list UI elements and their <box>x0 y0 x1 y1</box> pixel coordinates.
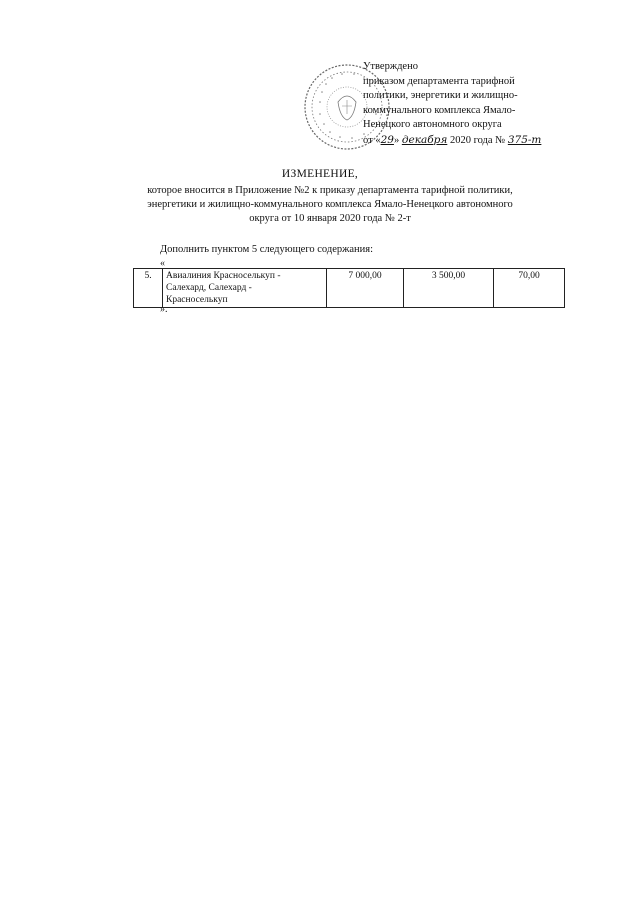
cell-number: 5. <box>134 269 163 308</box>
approval-line-3: политики, энергетики и жилищно- <box>363 90 518 101</box>
approval-line-1: Утверждено <box>363 61 418 72</box>
route-line-3: Красноселькуп <box>166 295 228 305</box>
approval-date-line <box>363 133 563 149</box>
tariff-table <box>133 268 565 308</box>
intro-text: Дополнить пунктом 5 следующего содержания: <box>160 244 374 255</box>
subtitle-line-3: округа от 10 января 2020 года № 2-т <box>249 213 411 224</box>
cell-value-1: 7 000,00 <box>327 269 404 308</box>
date-prefix: от « <box>363 134 381 146</box>
subtitle-line-1: которое вносится в Приложение №2 к приказу департамента тарифной политики, <box>147 185 513 196</box>
approval-line-5: Ненецкого автономного округа <box>363 119 502 130</box>
route-line-1: Авиалиния Красноселькуп - <box>166 271 281 281</box>
document-title: ИЗМЕНЕНИЕ, <box>281 168 359 180</box>
quote-open: « <box>160 258 165 269</box>
cell-value-3: 70,00 <box>494 269 565 308</box>
cell-route <box>163 269 327 308</box>
cell-value-2: 3 500,00 <box>404 269 494 308</box>
route-line-2: Салехард, Салехард - <box>166 283 252 293</box>
subtitle-line-2: энергетики и жилищно-коммунального комплекса Ямало-Ненецкого автономного <box>147 199 513 210</box>
date-year: 2020 года № <box>449 134 506 146</box>
document-subtitle <box>100 184 560 226</box>
date-day: 29 <box>380 133 394 146</box>
date-quote: » <box>393 134 400 146</box>
order-number: 375-т <box>507 133 542 146</box>
quote-close: ». <box>160 304 168 315</box>
date-month: декабря <box>401 133 448 146</box>
approval-line-2: приказом департамента тарифной <box>363 75 515 87</box>
table-row <box>134 269 565 308</box>
approval-line-4: коммунального комплекса Ямало- <box>363 104 516 116</box>
approval-block <box>363 60 563 148</box>
